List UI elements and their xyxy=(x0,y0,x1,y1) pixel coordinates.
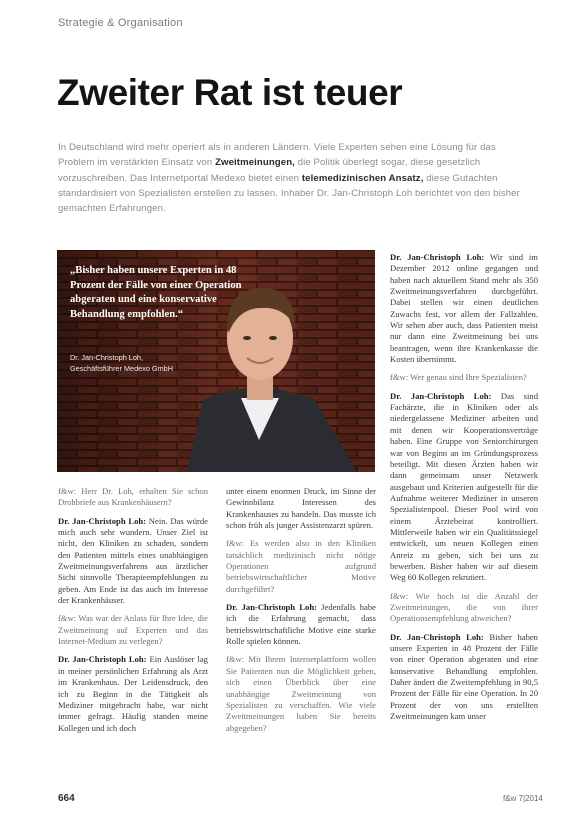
interview-answer: Dr. Jan-Christoph Loh: Jedenfalls habe ich die Erfahrung gemacht, dass betriebswirtschaftliche Motive eine starke Rolle spielen können. xyxy=(226,602,376,647)
lead-bold-2: telemedizinischen Ansatz, xyxy=(301,172,424,184)
text-column-3 xyxy=(390,252,538,729)
interview-question: f&w: Herr Dr. Loh, erhalten Sie schon Drohbriefe aus Krankenhäusern? xyxy=(58,486,208,508)
section-label: Strategie & Organisation xyxy=(58,17,183,29)
interview-answer-continued: unter einem enormen Druck, im Sinne der Gewinnbilanz Interessen des Krankenhauses zu handeln. Das musste ich schon früh als junger Assistenzarzt spüren. xyxy=(226,486,376,531)
interview-question: f&w: Es werden also in den Kliniken tatsächlich medizinisch nicht nötige Operationen aufgrund betriebswirtschaftlicher Motive durchgeführt? xyxy=(226,538,376,594)
quote-attribution xyxy=(70,352,250,374)
pull-quote: „Bisher haben unsere Experten in 48 Prozent der Fälle von einer Operation abgeraten und eine konservative Behandlung empfohlen.“ xyxy=(70,265,242,320)
interview-answer: Dr. Jan-Christoph Loh: Das sind Fachärzte, die in Kliniken oder als niedergelassene Mediziner arbeiten und mit denen wir Kooperationsverträge haben. Eine Gruppe von Seniorchirurgen war von Beginn an im Gründungsprozess beteiligt. Mit diesen Ärzten haben wir dann gemeinsam unser Netzwerk ausgebaut und Kriterien aufgestellt für die Aufnahme weiterer Mediziner in unseren Spezialistenpool. Dieser Pool wird von einem Ärztebeirat kontrolliert. Mittlerweile haben wir ein Qualitätssiegel entwickelt, um neuen Kollegen einen Anreiz zu geben, sich bei uns zu bewerben. Bisher haben wir auf diesem Weg 60 Kollegen rekrutiert. xyxy=(390,390,538,583)
lead-text-2: die Politik überlegt sogar, diese gesetzlich vorzuschreiben. Das Internetportal Medexo bietet einen xyxy=(58,157,481,184)
interview-question: f&w: Wer genau sind Ihre Spezialisten? xyxy=(390,372,527,383)
interview-question: f&w: Was war der Anlass für Ihre Idee, die Zweitmeinung auf Experten und das Internet-Medium zu verlegen? xyxy=(58,613,208,647)
text-column-1 xyxy=(58,486,208,741)
article-headline: Zweiter Rat ist teuer xyxy=(57,72,403,113)
lead-text-1: In Deutschland wird mehr operiert als in anderen Ländern. Viele Experten sehen eine Lösung für das Problem im verstärkten Einsatz von xyxy=(58,142,496,169)
quote-author-name: Dr. Jan-Christoph Loh, xyxy=(70,353,144,362)
interview-answer: Dr. Jan-Christoph Loh: Bisher haben unsere Experten in 48 Prozent der Fälle von einer Operation abgeraten und eine konservative Behandlung empfohlen. Daher ändert die Zweitempfehlung in 90,5 Prozent der Fälle für eine Operation. In 20 Prozent der von uns erstellten Zweitmeinungen kam unser xyxy=(390,631,538,722)
interview-answer: Dr. Jan-Christoph Loh: Nein. Das würde mich auch sehr wundern. Unser Ziel ist nicht, den Kliniken zu schaden, sondern den Patienten mittels eines unabhängigen Zweitmeinungsverfahrens aus ärztlicher Sicht sinnvolle Therapieempfehlungen zu geben. Am Ende ist das auch im Interesse der Krankenhäuser. xyxy=(58,515,208,606)
page-number: 664 xyxy=(58,793,75,804)
lead-bold-1: Zweitmeinungen, xyxy=(215,157,295,169)
interview-answer: Dr. Jan-Christoph Loh: Wir sind im Dezember 2012 online gegangen und haben nach aktuellem Stand mehr als 350 Zweitmeinungsverfahren durchgeführt. Dabei stellen wir einen deutlichen Zuwachs fest, vor allem der Fallzahlen. Wir sehen aber auch, dass Patienten meist nur dann eine Zweitmeinung bei uns beantragen, wenn ihre Krankenkasse die Kosten übernimmt. xyxy=(390,252,538,365)
article-lead xyxy=(58,140,524,216)
quote-author-role: Geschäftsführer Medexo GmbH xyxy=(70,364,174,373)
issue-label: f&w 7|2014 xyxy=(503,794,543,803)
lead-text-3: diese Gutachten standardisiert von Spezialisten erstellen zu lassen. Inhaber Dr. Jan-Christoph Loh berichtet von den bisher gemachten Erfahrungen. xyxy=(58,172,520,215)
text-column-2 xyxy=(226,486,376,741)
interview-question: f&w: Mit Ihrem Internetplattform wollen Sie Patienten nun die Möglichkeit geben, sich einen Überblick über eine unabhängige Zweitmeinung von Spezialisten zu verschaffen. Wie viele Zweitmeinungen haben Sie bereits abgegeben? xyxy=(226,654,376,733)
interview-question: f&w: Wie hoch ist die Anzahl der Zweitmeinungen, die von ihrer Operationsempfehlung abweichen? xyxy=(390,590,538,624)
interview-answer: Dr. Jan-Christoph Loh: Ein Auslöser lag in meiner persönlichen Erfahrung als Arzt im Krankenhaus. Der Leidensdruck, den ich zu Beginn in die Tätigkeit als Mediziner mitgebracht habe, war nicht immer gefragt. Häufig standen meine Kollegen und ich doch xyxy=(58,654,208,733)
